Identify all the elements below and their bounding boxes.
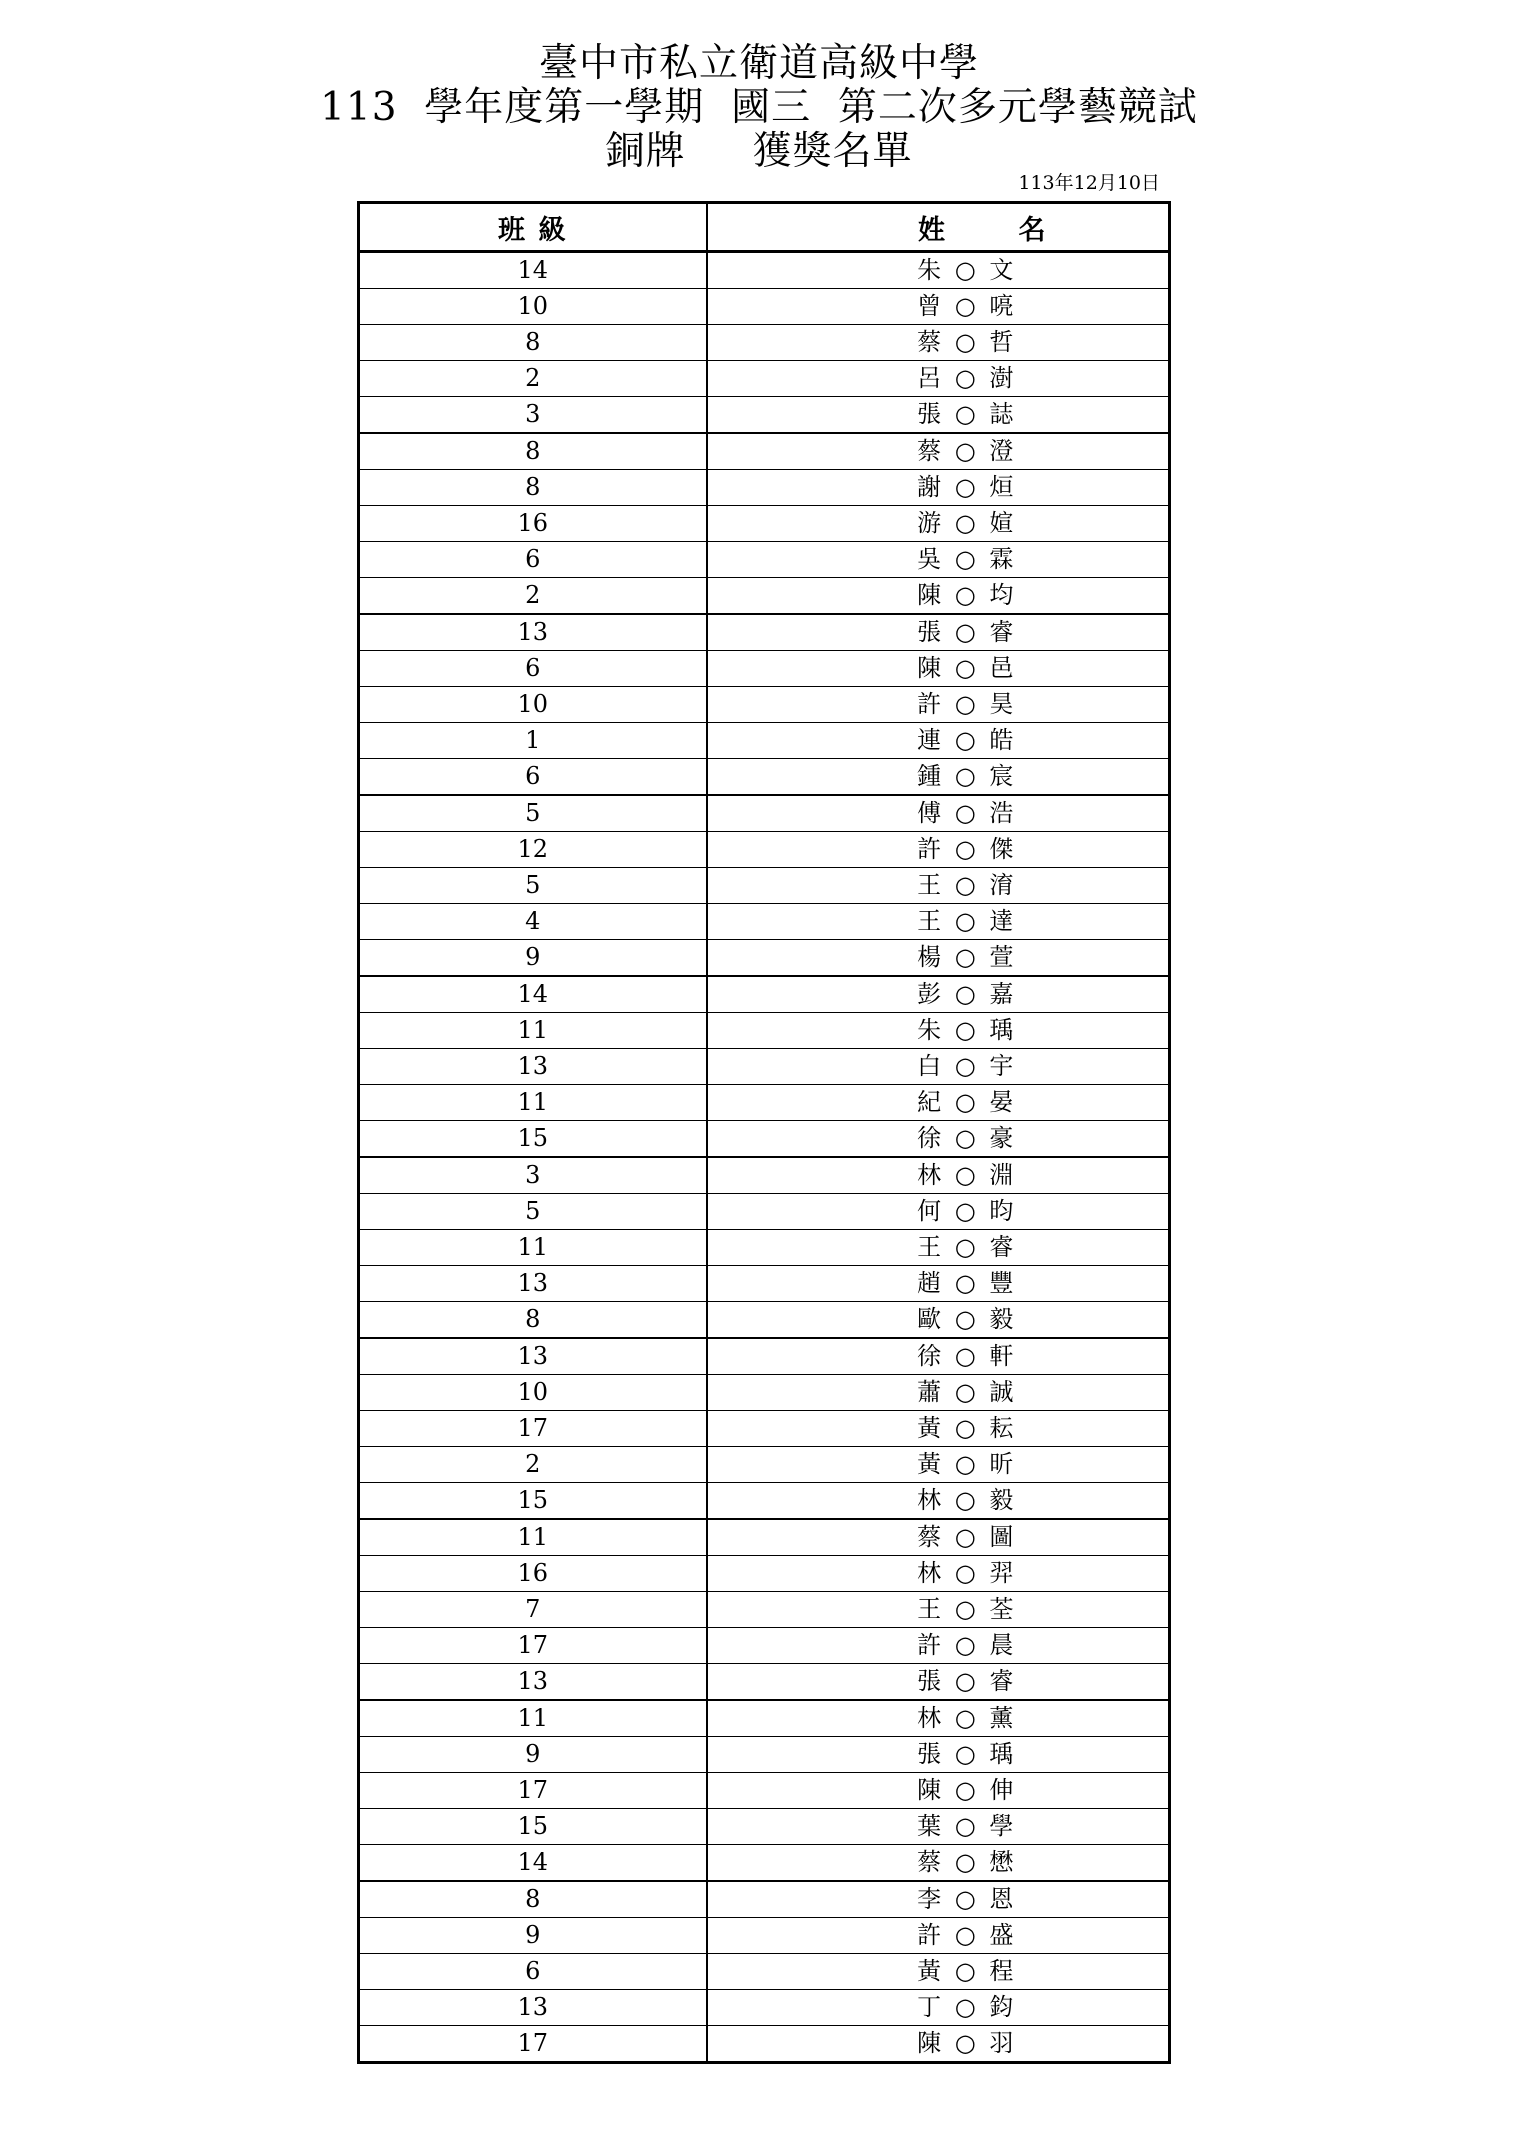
table-row	[359, 1157, 1170, 1194]
student-name-cell: 歐 ○ 毅	[707, 1302, 1170, 1339]
student-name-cell: 傅 ○ 浩	[707, 795, 1170, 832]
student-name-cell: 陳 ○ 邑	[707, 651, 1170, 687]
table-row	[359, 1302, 1170, 1339]
student-name-cell: 蔡 ○ 哲	[707, 325, 1170, 361]
table-row	[359, 361, 1170, 397]
student-name-cell: 陳 ○ 均	[707, 578, 1170, 615]
student-name-cell: 葉 ○ 學	[707, 1809, 1170, 1845]
class-cell: 2	[359, 1447, 707, 1483]
table-row	[359, 1592, 1170, 1628]
student-name-cell: 紀 ○ 晏	[707, 1085, 1170, 1121]
award-list-table	[357, 201, 1171, 2064]
table-row	[359, 651, 1170, 687]
class-cell: 6	[359, 651, 707, 687]
class-cell: 5	[359, 1194, 707, 1230]
table-body	[359, 252, 1170, 2063]
class-cell: 10	[359, 1375, 707, 1411]
student-name-cell: 王 ○ 荃	[707, 1592, 1170, 1628]
class-cell: 15	[359, 1121, 707, 1158]
school-name: 臺中市私立衛道高級中學	[538, 41, 979, 86]
table-row	[359, 614, 1170, 651]
student-name-cell: 徐 ○ 豪	[707, 1121, 1170, 1158]
student-name-cell: 朱 ○ 文	[707, 252, 1170, 289]
student-name-cell: 許 ○ 昊	[707, 687, 1170, 723]
table-row	[359, 433, 1170, 470]
table-row	[359, 1809, 1170, 1845]
table-row	[359, 252, 1170, 289]
table-row	[359, 976, 1170, 1013]
class-cell: 1	[359, 723, 707, 759]
class-cell: 17	[359, 1773, 707, 1809]
table-row	[359, 1737, 1170, 1773]
class-cell: 8	[359, 1881, 707, 1918]
student-name-cell: 許 ○ 盛	[707, 1918, 1170, 1954]
student-name-cell: 蕭 ○ 誠	[707, 1375, 1170, 1411]
table-row	[359, 795, 1170, 832]
student-name-cell: 黃 ○ 程	[707, 1954, 1170, 1990]
table-row	[359, 1447, 1170, 1483]
class-cell: 11	[359, 1230, 707, 1266]
column-header-class: 班 級	[359, 203, 707, 252]
table-row	[359, 759, 1170, 796]
student-name-cell: 朱 ○ 瑀	[707, 1013, 1170, 1049]
table-row	[359, 578, 1170, 615]
class-cell: 16	[359, 506, 707, 542]
table-row	[359, 1411, 1170, 1447]
table-row	[359, 904, 1170, 940]
student-name-cell: 李 ○ 恩	[707, 1881, 1170, 1918]
student-name-cell: 黃 ○ 昕	[707, 1447, 1170, 1483]
student-name-cell: 白 ○ 宇	[707, 1049, 1170, 1085]
student-name-cell: 吳 ○ 霖	[707, 542, 1170, 578]
table-row	[359, 289, 1170, 325]
table-row	[359, 940, 1170, 977]
table-row	[359, 470, 1170, 506]
class-cell: 13	[359, 614, 707, 651]
class-cell: 10	[359, 289, 707, 325]
table-row	[359, 723, 1170, 759]
student-name-cell: 陳 ○ 伸	[707, 1773, 1170, 1809]
student-name-cell: 連 ○ 皓	[707, 723, 1170, 759]
class-cell: 6	[359, 1954, 707, 1990]
student-name-cell: 徐 ○ 軒	[707, 1338, 1170, 1375]
table-row	[359, 1013, 1170, 1049]
class-cell: 8	[359, 470, 707, 506]
class-cell: 15	[359, 1809, 707, 1845]
student-name-cell: 游 ○ 媗	[707, 506, 1170, 542]
table-row	[359, 1519, 1170, 1556]
exam-title: 113 學年度第一學期 國三 第二次多元學藝競試	[320, 85, 1198, 130]
student-name-cell: 蔡 ○ 圖	[707, 1519, 1170, 1556]
student-name-cell: 林 ○ 毅	[707, 1483, 1170, 1520]
table-row	[359, 1881, 1170, 1918]
table-row	[359, 1664, 1170, 1701]
class-cell: 7	[359, 1592, 707, 1628]
table-header-row	[359, 203, 1170, 252]
class-cell: 13	[359, 1266, 707, 1302]
table-row	[359, 1266, 1170, 1302]
class-cell: 3	[359, 1157, 707, 1194]
class-cell: 11	[359, 1085, 707, 1121]
class-cell: 13	[359, 1664, 707, 1701]
student-name-cell: 鍾 ○ 宸	[707, 759, 1170, 796]
award-title: 銅牌 獲獎名單	[605, 129, 913, 174]
student-name-cell: 黃 ○ 耘	[707, 1411, 1170, 1447]
table-row	[359, 1845, 1170, 1882]
student-name-cell: 林 ○ 薰	[707, 1700, 1170, 1737]
class-cell: 11	[359, 1700, 707, 1737]
table-row	[359, 1556, 1170, 1592]
class-cell: 8	[359, 325, 707, 361]
class-cell: 5	[359, 868, 707, 904]
class-cell: 2	[359, 361, 707, 397]
document-date: 113年12月10日	[1018, 172, 1160, 194]
student-name-cell: 陳 ○ 羽	[707, 2026, 1170, 2063]
table-row	[359, 1773, 1170, 1809]
student-name-cell: 王 ○ 達	[707, 904, 1170, 940]
class-cell: 2	[359, 578, 707, 615]
student-name-cell: 何 ○ 昀	[707, 1194, 1170, 1230]
student-name-cell: 許 ○ 傑	[707, 832, 1170, 868]
document-header	[0, 42, 1518, 174]
table-row	[359, 1230, 1170, 1266]
class-cell: 11	[359, 1519, 707, 1556]
table-row	[359, 506, 1170, 542]
table-row	[359, 1338, 1170, 1375]
student-name-cell: 張 ○ 睿	[707, 614, 1170, 651]
class-cell: 15	[359, 1483, 707, 1520]
class-cell: 4	[359, 904, 707, 940]
table-row	[359, 542, 1170, 578]
table-row	[359, 325, 1170, 361]
table-row	[359, 1628, 1170, 1664]
table-row	[359, 1483, 1170, 1520]
student-name-cell: 丁 ○ 鈞	[707, 1990, 1170, 2026]
class-cell: 9	[359, 940, 707, 977]
class-cell: 17	[359, 1411, 707, 1447]
student-name-cell: 呂 ○ 澍	[707, 361, 1170, 397]
table-row	[359, 687, 1170, 723]
table-row	[359, 1700, 1170, 1737]
student-name-cell: 謝 ○ 烜	[707, 470, 1170, 506]
student-name-cell: 彭 ○ 嘉	[707, 976, 1170, 1013]
table-row	[359, 868, 1170, 904]
student-name-cell: 趙 ○ 豐	[707, 1266, 1170, 1302]
table-row	[359, 1990, 1170, 2026]
student-name-cell: 林 ○ 淵	[707, 1157, 1170, 1194]
student-name-cell: 林 ○ 羿	[707, 1556, 1170, 1592]
class-cell: 14	[359, 252, 707, 289]
class-cell: 6	[359, 759, 707, 796]
table-row	[359, 1918, 1170, 1954]
class-cell: 16	[359, 1556, 707, 1592]
student-name-cell: 曾 ○ 喨	[707, 289, 1170, 325]
class-cell: 8	[359, 1302, 707, 1339]
class-cell: 14	[359, 1845, 707, 1882]
student-name-cell: 張 ○ 睿	[707, 1664, 1170, 1701]
student-name-cell: 蔡 ○ 懋	[707, 1845, 1170, 1882]
class-cell: 9	[359, 1737, 707, 1773]
table-row	[359, 1049, 1170, 1085]
table-row	[359, 1121, 1170, 1158]
class-cell: 9	[359, 1918, 707, 1954]
table-row	[359, 2026, 1170, 2063]
table-row	[359, 1375, 1170, 1411]
student-name-cell: 張 ○ 瑀	[707, 1737, 1170, 1773]
class-cell: 8	[359, 433, 707, 470]
student-name-cell: 許 ○ 晨	[707, 1628, 1170, 1664]
class-cell: 13	[359, 1049, 707, 1085]
table-row	[359, 832, 1170, 868]
student-name-cell: 楊 ○ 萱	[707, 940, 1170, 977]
table-row	[359, 1954, 1170, 1990]
class-cell: 14	[359, 976, 707, 1013]
column-header-name: 姓 名	[707, 203, 1170, 252]
table-row	[359, 397, 1170, 434]
table-row	[359, 1085, 1170, 1121]
class-cell: 17	[359, 1628, 707, 1664]
class-cell: 6	[359, 542, 707, 578]
class-cell: 17	[359, 2026, 707, 2063]
class-cell: 12	[359, 832, 707, 868]
student-name-cell: 張 ○ 誌	[707, 397, 1170, 434]
class-cell: 5	[359, 795, 707, 832]
class-cell: 13	[359, 1338, 707, 1375]
table-row	[359, 1194, 1170, 1230]
student-name-cell: 王 ○ 睿	[707, 1230, 1170, 1266]
class-cell: 3	[359, 397, 707, 434]
student-name-cell: 蔡 ○ 澄	[707, 433, 1170, 470]
class-cell: 13	[359, 1990, 707, 2026]
class-cell: 10	[359, 687, 707, 723]
student-name-cell: 王 ○ 淯	[707, 868, 1170, 904]
class-cell: 11	[359, 1013, 707, 1049]
